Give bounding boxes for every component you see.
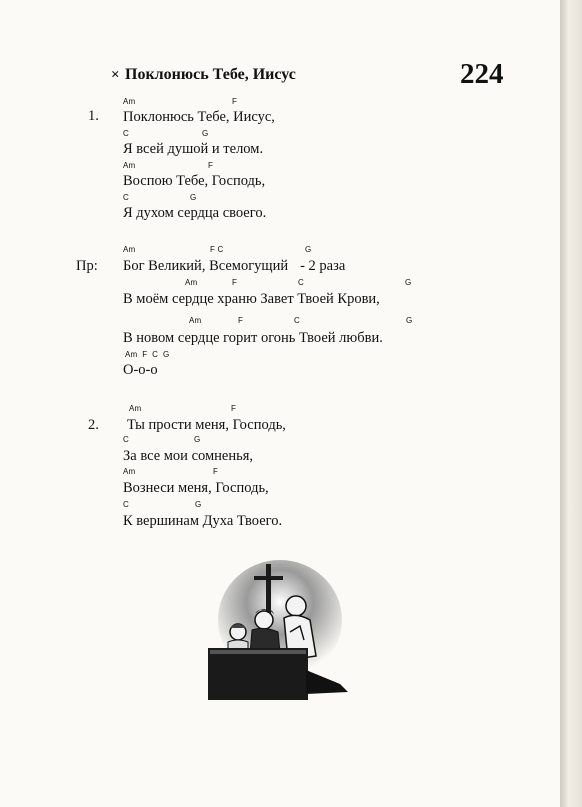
chord: C bbox=[123, 129, 129, 138]
song-title-text: Поклонюсь Тебе, Иисус bbox=[125, 66, 296, 83]
chord: C bbox=[123, 500, 129, 509]
verse-2-label: 2. bbox=[88, 417, 99, 433]
chord: F bbox=[208, 161, 214, 170]
verse-1-label: 1. bbox=[88, 108, 99, 124]
chord: F bbox=[213, 467, 219, 476]
song-title bbox=[111, 66, 296, 84]
chord: C bbox=[123, 193, 129, 202]
lyric-line: О-о-о bbox=[123, 362, 158, 378]
chord: G bbox=[195, 500, 202, 509]
chord: F bbox=[232, 278, 238, 287]
lyric-line: К вершинам Духа Твоего. bbox=[123, 513, 283, 529]
chord: F bbox=[238, 316, 244, 325]
chord: Am bbox=[129, 404, 142, 413]
lyric-line: Поклонюсь Тебе, Иисус, bbox=[123, 109, 275, 125]
chord: Am bbox=[185, 278, 198, 287]
page-edge bbox=[560, 0, 582, 807]
chord: G bbox=[202, 129, 209, 138]
chord: G bbox=[194, 435, 201, 444]
lyric-line: Я всей душой и телом. bbox=[123, 141, 264, 157]
chord: C bbox=[298, 278, 304, 287]
chord: Am F C G bbox=[125, 350, 170, 359]
cross-icon bbox=[266, 564, 271, 614]
lyric-line bbox=[123, 258, 345, 275]
repeat-note: - 2 раза bbox=[300, 258, 346, 274]
chord: F bbox=[232, 97, 238, 106]
chord: G bbox=[190, 193, 197, 202]
lyric-line: В новом сердце горит огонь Твоей любви. bbox=[123, 330, 383, 346]
chord: Am bbox=[123, 245, 136, 254]
lyric-line: Воспою Тебе, Господь, bbox=[123, 173, 266, 189]
chord: G bbox=[305, 245, 312, 254]
chord: F C bbox=[210, 245, 224, 254]
chorus-label: Пр: bbox=[76, 258, 98, 274]
chord: Am bbox=[189, 316, 202, 325]
lyric-line: За все мои сомненья, bbox=[123, 448, 254, 464]
song-number: 224 bbox=[460, 58, 504, 90]
title-mark: × bbox=[111, 67, 120, 83]
chord: F bbox=[231, 404, 237, 413]
chord: Am bbox=[123, 97, 136, 106]
praying-family-icon bbox=[200, 560, 360, 710]
lyric-text: Бог Великий, Всемогущий bbox=[123, 258, 289, 274]
lyric-line: Я духом сердца своего. bbox=[123, 205, 267, 221]
lyric-line: Ты прости меня, Господь, bbox=[127, 417, 286, 433]
chord: C bbox=[123, 435, 129, 444]
chord: Am bbox=[123, 161, 136, 170]
chord: G bbox=[405, 278, 412, 287]
lyric-line: В моём сердце храню Завет Твоей Крови, bbox=[123, 291, 380, 307]
chord: G bbox=[406, 316, 413, 325]
chord: Am bbox=[123, 467, 136, 476]
chord: C bbox=[294, 316, 300, 325]
lyric-line: Вознеси меня, Господь, bbox=[123, 480, 269, 496]
